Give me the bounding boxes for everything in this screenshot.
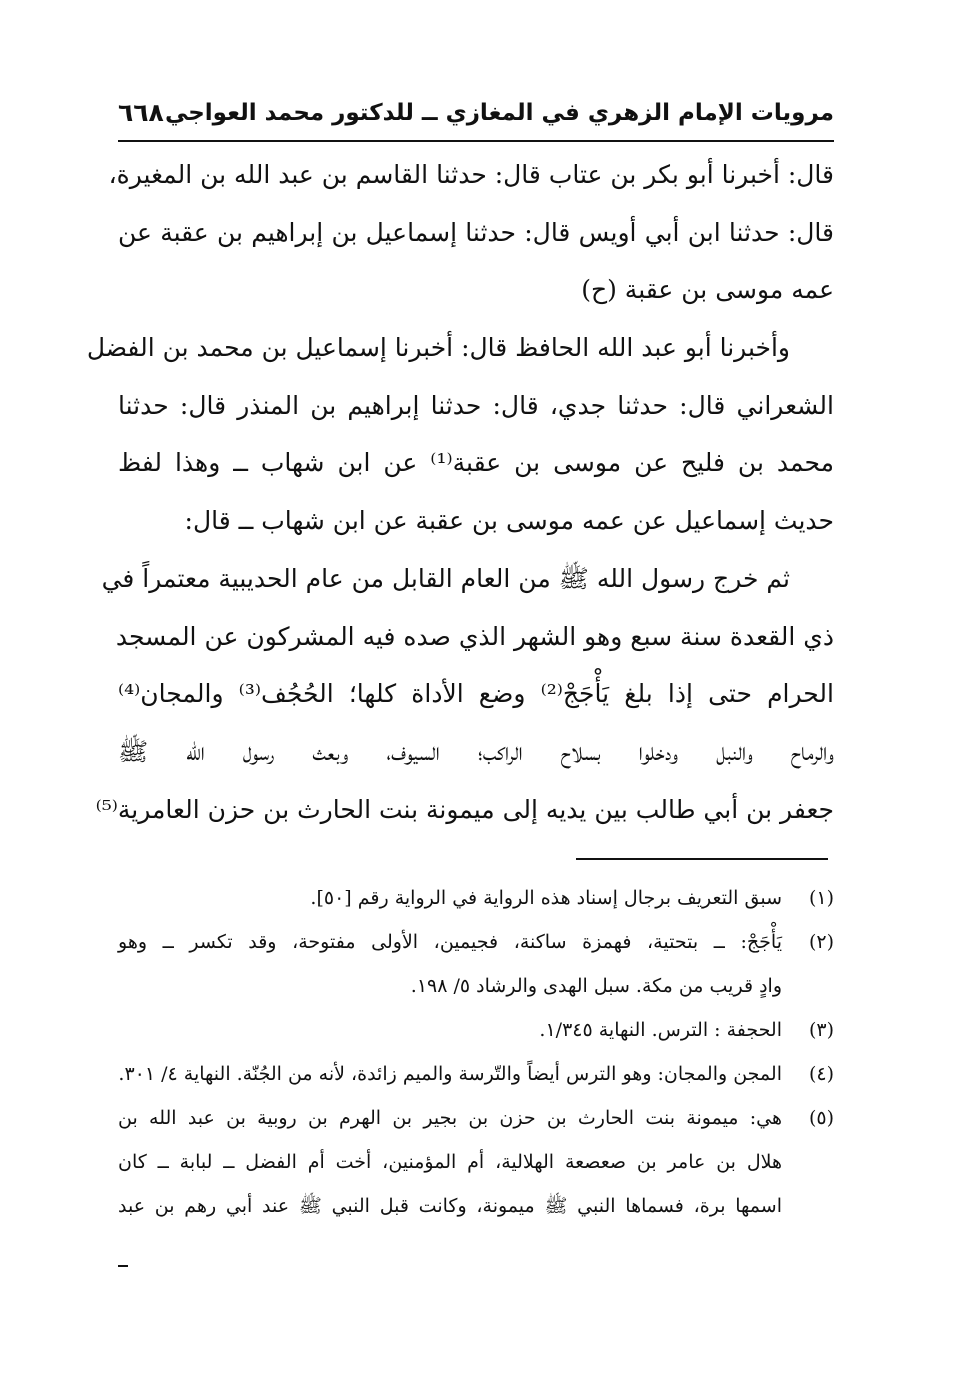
footnote-separator <box>576 858 828 860</box>
text-line: والرماح والنبل ودخلوا بسلاح الراكب؛ السيوف، وبعث رسول الله ﷺ <box>118 736 834 766</box>
text-line: قال: أخبرنا أبو بكر بن عتاب قال: حدثنا القاسم بن عبد الله بن المغيرة، <box>108 160 834 189</box>
footnote-number: (٣) <box>808 1019 834 1041</box>
text-line: ذي القعدة سنة سبع وهو الشهر الذي صده فيه المشركون عن المسجد <box>115 621 834 651</box>
footnote-line: وادٍ قريب من مكة. سبل الهدى والرشاد ٥/ ١٩٨. <box>410 975 782 997</box>
footnotes <box>118 876 834 1228</box>
footnote-line: يَأْجَجْ: ــ بتحتية، فهمزة ساكنة، فجيمين، الأولى مفتوحة، وقد تكسر ــ وهو <box>118 931 782 953</box>
footnote-line: المجن والمجان: وهو الترس أيضاً والتّرسة والميم زائدة، لأنه من الجُنّة. النهاية ٤/ ٣٠١. <box>118 1063 782 1085</box>
text-line: جعفر بن أبي طالب بين يديه إلى ميمونة بنت الحارث بن حزن العامرية⁽⁵⁾ <box>95 794 834 824</box>
footnote-line: الحجفة : الترس. النهاية ١/٣٤٥. <box>539 1019 782 1041</box>
text-line: عمه موسى بن عقبة (ح) <box>581 275 834 305</box>
footnote-line: اسمها برة، فسماها النبي ﷺ ميمونة، وكانت قبل النبي ﷺ عند أبي رهم بن عبد <box>118 1195 782 1217</box>
continuation-mark <box>118 1265 128 1267</box>
footnote-line: هي: ميمونة بنت الحارث بن حزن بن بجير بن الهرم بن روبية بن عبد الله بن <box>118 1107 782 1129</box>
footnote <box>118 1096 834 1228</box>
text-line: الحرام حتى إذا بلغ يَأْجَجْ⁽²⁾ وضع الأداة كلها؛ الحُجُف⁽³⁾ والمجان⁽⁴⁾ <box>118 679 834 709</box>
header-rule <box>118 140 834 142</box>
text-line: وأخبرنا أبو عبد الله الحافظ قال: أخبرنا إسماعيل بن محمد بن الفضل <box>86 333 790 363</box>
footnote <box>118 920 834 1008</box>
text-line: ثم خرج رسول الله ﷺ من العام القابل من عام الحديبية معتمراً في <box>101 563 790 593</box>
running-header <box>118 96 834 136</box>
text-line: الشعراني قال: حدثنا جدي، قال: حدثنا إبراهيم بن المنذر قال: حدثنا <box>118 390 834 420</box>
footnote-number: (٢) <box>808 931 834 953</box>
footnote <box>118 876 834 920</box>
text-line: محمد بن فليح عن موسى بن عقبة⁽¹⁾ عن ابن شهاب ــ وهذا لفظ <box>118 448 834 478</box>
footnote-line: سبق التعريف برجال إسناد هذه الرواية في الرواية رقم [٥٠]. <box>310 887 782 909</box>
footnote-line: هلال بن عامر بن صعصعة الهلالية، أم المؤمنين، أخت أم الفضل ــ لبابة ــ كان <box>118 1151 782 1173</box>
footnote-number: (١) <box>808 887 834 909</box>
footnote-number: (٥) <box>808 1107 834 1129</box>
footnote <box>118 1008 834 1052</box>
page-number: ٦٦٨ <box>118 98 164 127</box>
main-text <box>86 146 834 838</box>
footnote <box>118 1052 834 1096</box>
text-line: حديث إسماعيل عن عمه موسى بن عقبة عن ابن شهاب ــ قال: <box>184 506 834 536</box>
footnote-number: (٤) <box>808 1063 834 1085</box>
text-line: قال: حدثنا ابن أبي أويس قال: حدثنا إسماعيل بن إبراهيم بن عقبة عن <box>118 217 834 247</box>
header-title: مرويات الإمام الزهري في المغازي ــ للدكتور محمد العواجي <box>164 100 834 126</box>
